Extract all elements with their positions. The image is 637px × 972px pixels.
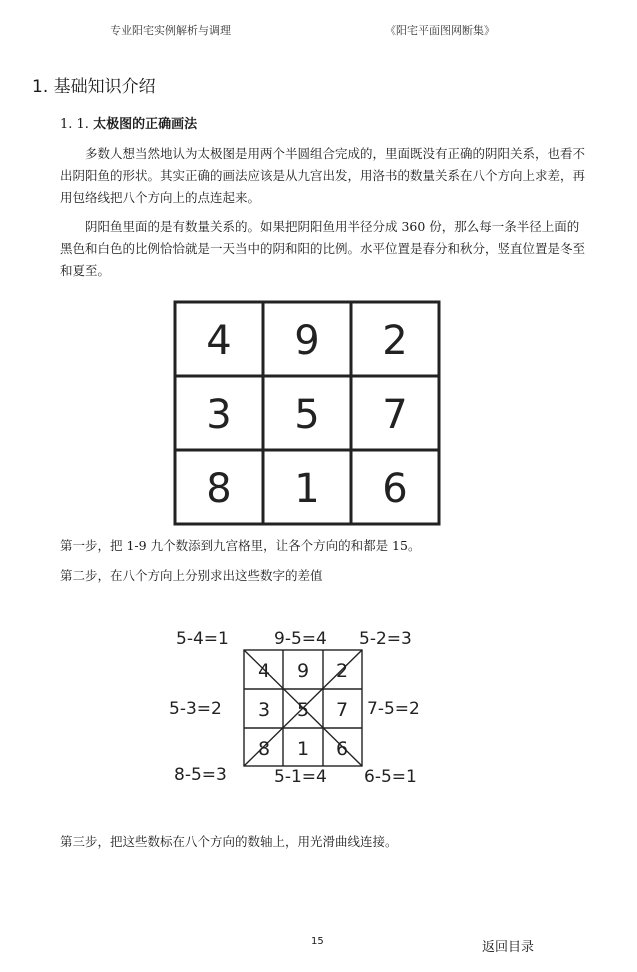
page-number: 15	[311, 936, 324, 947]
square-cell: 5	[294, 392, 320, 438]
diff-label-top-right: 5-2=3	[359, 629, 412, 649]
diff-label-bottom-left: 8-5=3	[174, 765, 227, 785]
diagram-cell: 7	[335, 699, 349, 721]
square-cell: 4	[206, 318, 232, 364]
diagram-cell: 9	[296, 660, 310, 682]
diagram-cell: 3	[257, 699, 271, 721]
running-header-left: 专业阳宅实例解析与调理	[110, 24, 231, 37]
square-cell: 8	[206, 466, 232, 512]
subsection-heading	[60, 113, 197, 132]
running-header-right: 《阳宅平面图网断集》	[385, 24, 495, 37]
diagram-cell: 5	[296, 699, 310, 721]
square-cell: 9	[294, 318, 320, 364]
square-cell: 6	[382, 466, 408, 512]
square-cell: 3	[206, 392, 232, 438]
diagram-cell: 8	[257, 738, 271, 760]
diagram-cell: 4	[257, 660, 271, 682]
diff-label-top-left: 5-4=1	[176, 629, 229, 649]
diff-label-right: 7-5=2	[367, 699, 420, 719]
diff-label-left: 5-3=2	[169, 699, 222, 719]
diagram-cell: 1	[296, 738, 310, 760]
diff-label-bottom: 5-1=4	[274, 767, 327, 787]
step-3: 第三步，把这些数标在八个方向的数轴上，用光滑曲线连接。	[60, 834, 398, 849]
diff-label-bottom-right: 6-5=1	[364, 767, 417, 787]
paragraph-2: 阴阳鱼里面的是有数量关系的。如果把阴阳鱼用半径分成 360 份，那么每一条半径上面的黑色和白色的比例恰恰就是一天当中的阴和阳的比例。水平位置是春分和秋分，竖直位置是冬至和夏至。	[60, 219, 586, 278]
back-to-contents-link[interactable]: 返回目录	[482, 940, 535, 955]
difference-diagram	[168, 622, 458, 792]
section-title: 1. 基础知识介绍	[32, 77, 156, 97]
square-cell: 7	[382, 392, 408, 438]
step-2: 第二步，在八个方向上分别求出这些数字的差值	[60, 568, 323, 583]
diagram-cell: 2	[335, 660, 349, 682]
square-cell: 2	[382, 318, 408, 364]
step-1: 第一步，把 1-9 九个数添到九宫格里，让各个方向的和都是 15。	[60, 538, 421, 553]
subsection-number: 1. 1.	[60, 117, 89, 132]
magic-square-figure	[173, 300, 441, 526]
diff-label-top: 9-5=4	[274, 629, 327, 649]
diagram-cell: 6	[335, 738, 349, 760]
paragraph-1: 多数人想当然地认为太极图是用两个半圆组合完成的，里面既没有正确的阴阳关系，也看不出阴阳鱼的形状。其实正确的画法应该是从九宫出发，用洛书的数量关系在八个方向上求差，再用包络线把八个方向上的点连起来。	[60, 146, 586, 205]
square-cell: 1	[294, 466, 320, 512]
subsection-title: 太极图的正确画法	[93, 117, 198, 132]
